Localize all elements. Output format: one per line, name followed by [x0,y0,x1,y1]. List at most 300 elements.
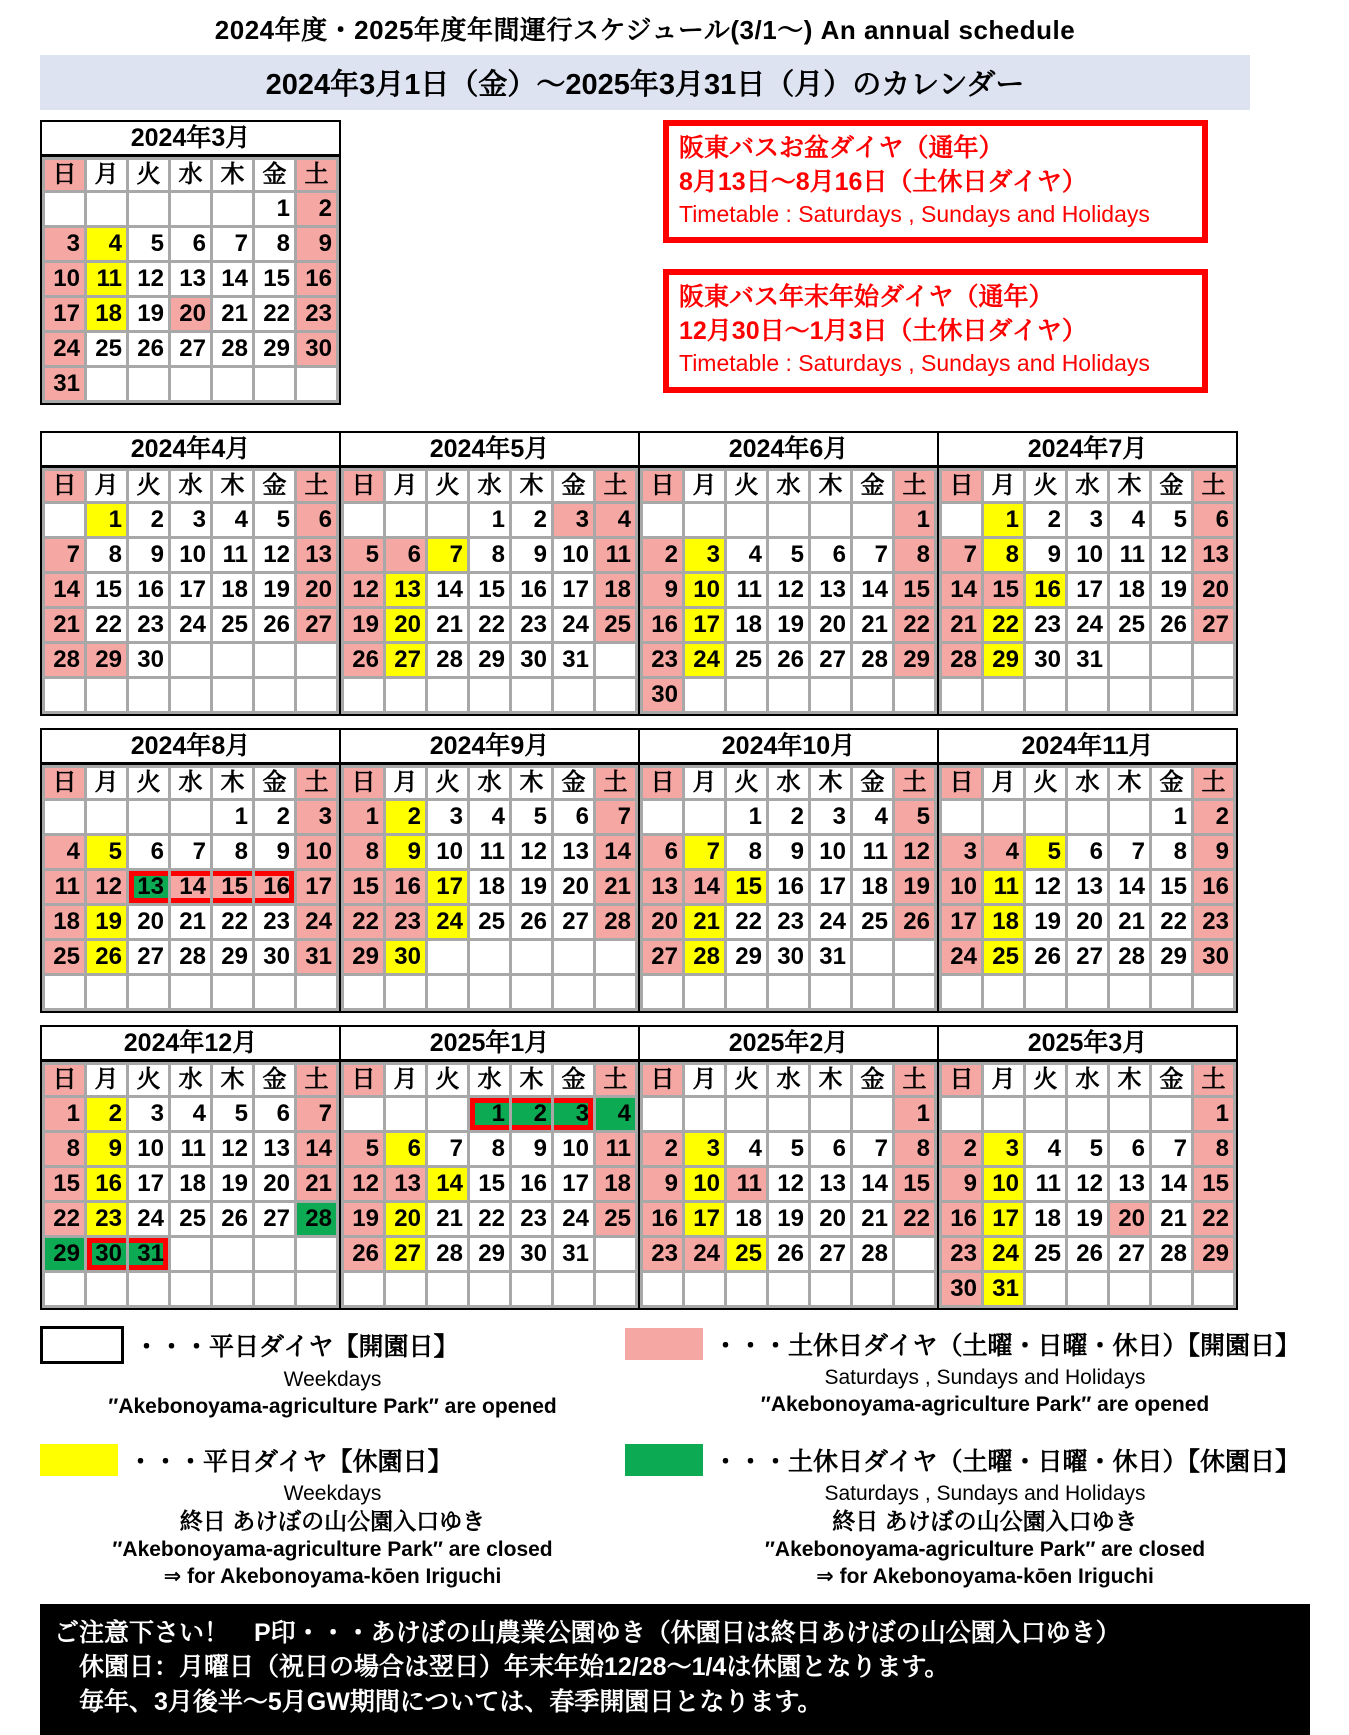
day-cell: 24 [554,609,593,641]
month-calendar [638,1025,939,1310]
day-cell: 8 [45,1133,84,1165]
empty-cell [344,679,383,711]
day-cell: 12 [1152,539,1191,571]
weekday-header: 月 [984,768,1023,798]
weekday-header: 日 [45,768,84,798]
day-cell: 17 [685,609,724,641]
day-cell: 10 [428,836,467,868]
empty-cell [727,504,766,536]
notice-title: 阪東バス年末年始ダイヤ（通年） [679,283,1054,312]
empty-cell [685,679,724,711]
weekday-header: 水 [171,160,210,190]
month-title: 2024年11月 [939,730,1236,765]
day-cell: 4 [984,836,1023,868]
day-cell: 6 [1068,836,1107,868]
day-cell: 8 [87,539,126,571]
day-cell: 3 [685,539,724,571]
weekday-header: 金 [255,1065,294,1095]
weekday-header: 月 [386,471,425,501]
day-cell: 22 [895,609,934,641]
weekday-header: 金 [1152,1065,1191,1095]
month-grid [939,1062,1236,1308]
footer-line: 休園日：月曜日（祝日の場合は翌日）年末年始12/28～1/4は休園となります。 [54,1653,950,1682]
month-calendar [40,431,341,716]
empty-cell [129,801,168,833]
weekday-header: 日 [643,768,682,798]
day-cell: 19 [87,906,126,938]
day-cell: 20 [386,1203,425,1235]
legend-line: Saturdays , Sundays and Holidays [824,1365,1146,1389]
empty-cell [596,679,635,711]
day-cell: 3 [297,801,336,833]
weekday-header: 水 [769,768,808,798]
day-cell: 26 [769,644,808,676]
weekday-header: 土 [895,471,934,501]
weekday-header: 日 [643,1065,682,1095]
legend-label-jp: ・・・土休日ダイヤ（土曜・日曜・休日）【開園日】 [713,1331,1301,1360]
weekday-header: 水 [171,1065,210,1095]
day-cell: 23 [297,298,336,330]
day-cell: 21 [596,871,635,903]
day-cell: 21 [685,906,724,938]
empty-cell [942,679,981,711]
day-cell: 4 [171,1098,210,1130]
day-cell: 18 [853,871,892,903]
weekday-header: 金 [255,160,294,190]
day-cell: 12 [769,574,808,606]
empty-cell [213,1238,252,1270]
day-cell: 5 [769,539,808,571]
day-cell: 24 [942,941,981,973]
empty-cell [344,504,383,536]
day-cell: 24 [297,906,336,938]
empty-cell [129,679,168,711]
empty-cell [554,941,593,973]
day-cell: 22 [213,906,252,938]
weekday-header: 日 [942,1065,981,1095]
day-cell: 16 [255,871,294,903]
day-cell: 30 [297,333,336,365]
day-cell: 25 [596,1203,635,1235]
day-cell: 29 [895,644,934,676]
weekday-header: 日 [942,768,981,798]
empty-cell [554,679,593,711]
empty-cell [853,679,892,711]
day-cell: 23 [1194,906,1233,938]
month-title: 2025年1月 [341,1027,638,1062]
day-cell: 17 [297,871,336,903]
day-cell: 4 [727,1133,766,1165]
empty-cell [171,193,210,225]
month-grid [42,765,339,1011]
day-cell: 14 [213,263,252,295]
empty-cell [895,976,934,1008]
empty-cell [984,1098,1023,1130]
day-cell: 8 [984,539,1023,571]
legend-lines [625,1480,1345,1590]
day-cell: 20 [1110,1203,1149,1235]
day-cell: 8 [895,539,934,571]
day-cell: 2 [643,1133,682,1165]
day-cell: 6 [297,504,336,536]
empty-cell [769,1273,808,1305]
day-cell: 24 [984,1238,1023,1270]
weekday-header: 土 [895,1065,934,1095]
day-cell: 14 [297,1133,336,1165]
day-cell: 6 [129,836,168,868]
day-cell: 1 [1194,1098,1233,1130]
day-cell: 9 [643,574,682,606]
month-title: 2025年3月 [939,1027,1236,1062]
day-cell: 19 [1068,1203,1107,1235]
day-cell: 15 [1194,1168,1233,1200]
empty-cell [87,679,126,711]
day-cell: 25 [213,609,252,641]
day-cell: 22 [87,609,126,641]
empty-cell [895,1238,934,1270]
month-calendar [339,431,640,716]
empty-cell [685,976,724,1008]
month-calendar [40,120,341,405]
empty-cell [45,679,84,711]
day-cell: 16 [297,263,336,295]
day-cell: 18 [171,1168,210,1200]
day-cell: 29 [45,1238,84,1270]
weekday-header: 月 [87,471,126,501]
weekday-header: 日 [45,471,84,501]
day-cell: 27 [386,644,425,676]
weekday-header: 水 [1068,471,1107,501]
day-cell: 14 [45,574,84,606]
month-grid [939,765,1236,1011]
empty-cell [685,1273,724,1305]
weekday-header: 土 [596,1065,635,1095]
day-cell: 5 [1026,836,1065,868]
day-cell: 4 [470,801,509,833]
weekday-header: 火 [1026,768,1065,798]
day-cell: 30 [942,1273,981,1305]
day-cell: 1 [470,504,509,536]
legend-label-jp: ・・・平日ダイヤ【休園日】 [128,1447,453,1476]
day-cell: 7 [428,539,467,571]
weekday-header: 月 [685,768,724,798]
empty-cell [297,644,336,676]
empty-cell [344,1098,383,1130]
day-cell: 11 [853,836,892,868]
day-cell: 9 [255,836,294,868]
empty-cell [1194,976,1233,1008]
weekday-header: 金 [1152,471,1191,501]
calendar-band-apr-jul-2024 [40,431,1349,716]
day-cell: 15 [984,574,1023,606]
day-cell: 12 [255,539,294,571]
day-cell: 25 [1026,1238,1065,1270]
empty-cell [171,644,210,676]
obon-timetable-notice [663,120,1208,243]
day-cell: 26 [255,609,294,641]
legend-lines [40,1480,625,1590]
day-cell: 18 [1026,1203,1065,1235]
day-cell: 24 [554,1203,593,1235]
day-cell: 12 [1026,871,1065,903]
day-cell: 25 [984,941,1023,973]
day-cell: 11 [596,1133,635,1165]
empty-cell [685,504,724,536]
month-title: 2024年9月 [341,730,638,765]
day-cell: 7 [942,539,981,571]
empty-cell [685,801,724,833]
weekday-header: 月 [87,1065,126,1095]
day-cell: 26 [87,941,126,973]
day-cell: 24 [45,333,84,365]
day-cell: 14 [1152,1168,1191,1200]
day-cell: 12 [769,1168,808,1200]
day-cell: 22 [45,1203,84,1235]
month-title: 2024年8月 [42,730,339,765]
day-cell: 21 [428,1203,467,1235]
day-cell: 15 [470,1168,509,1200]
weekday-header: 水 [470,768,509,798]
empty-cell [87,1273,126,1305]
day-cell: 14 [1110,871,1149,903]
weekday-header: 木 [811,768,850,798]
empty-cell [255,644,294,676]
day-cell: 5 [255,504,294,536]
day-cell: 30 [769,941,808,973]
day-cell: 11 [596,539,635,571]
day-cell: 16 [1194,871,1233,903]
day-cell: 31 [45,368,84,400]
legend-line: ⇒ for Akebonoyama-kōen Iriguchi [816,1564,1154,1588]
empty-cell [1110,644,1149,676]
month-title: 2024年10月 [640,730,937,765]
empty-cell [643,801,682,833]
empty-cell [213,644,252,676]
day-cell: 5 [512,801,551,833]
day-cell: 1 [344,801,383,833]
day-cell: 27 [171,333,210,365]
day-cell: 1 [1152,801,1191,833]
day-cell: 31 [554,1238,593,1270]
month-title: 2024年6月 [640,433,937,468]
top-row [40,110,1349,419]
empty-cell [171,679,210,711]
day-cell: 26 [1068,1238,1107,1270]
empty-cell [344,976,383,1008]
empty-cell [1152,976,1191,1008]
day-cell: 6 [255,1098,294,1130]
empty-cell [727,679,766,711]
day-cell: 23 [643,644,682,676]
empty-cell [554,1273,593,1305]
day-cell: 20 [171,298,210,330]
day-cell: 29 [727,941,766,973]
weekday-header: 日 [344,1065,383,1095]
day-cell: 9 [512,1133,551,1165]
weekday-header: 火 [727,1065,766,1095]
day-cell: 10 [685,1168,724,1200]
day-cell: 5 [769,1133,808,1165]
empty-cell [428,1098,467,1130]
empty-cell [171,1238,210,1270]
day-cell: 20 [811,609,850,641]
empty-cell [811,1273,850,1305]
notice-period: 12月30日～1月3日（土休日ダイヤ） [679,317,1087,346]
day-cell: 20 [554,871,593,903]
day-cell: 11 [171,1133,210,1165]
day-cell: 6 [1110,1133,1149,1165]
month-grid [640,765,937,1011]
day-cell: 15 [45,1168,84,1200]
day-cell: 26 [512,906,551,938]
weekday-header: 土 [297,471,336,501]
day-cell: 28 [1152,1238,1191,1270]
day-cell: 28 [171,941,210,973]
day-cell: 26 [129,333,168,365]
day-cell: 27 [554,906,593,938]
weekday-header: 水 [769,471,808,501]
day-cell: 25 [470,906,509,938]
day-cell: 6 [171,228,210,260]
day-cell: 29 [470,644,509,676]
weekday-header: 月 [87,768,126,798]
notice-english: Timetable : Saturdays , Sundays and Holidays [679,200,1150,227]
day-cell: 27 [643,941,682,973]
empty-cell [129,1273,168,1305]
empty-cell [984,679,1023,711]
empty-cell [129,193,168,225]
empty-cell [470,976,509,1008]
weekday-header: 水 [171,471,210,501]
empty-cell [1068,679,1107,711]
month-calendar [40,1025,341,1310]
day-cell: 24 [811,906,850,938]
empty-cell [853,504,892,536]
month-title: 2024年5月 [341,433,638,468]
day-cell: 25 [853,906,892,938]
weekday-header: 日 [643,471,682,501]
legend-item-y [40,1442,625,1590]
day-cell: 23 [643,1238,682,1270]
day-cell: 2 [1194,801,1233,833]
day-cell: 4 [727,539,766,571]
day-cell: 29 [213,941,252,973]
day-cell: 2 [769,801,808,833]
empty-cell [643,1098,682,1130]
weekday-header: 土 [1194,768,1233,798]
empty-cell [386,504,425,536]
weekday-header: 火 [727,768,766,798]
calendar-band-dec2024-mar2025 [40,1025,1349,1310]
empty-cell [213,1273,252,1305]
day-cell: 30 [512,1238,551,1270]
empty-cell [853,1273,892,1305]
day-cell: 29 [87,644,126,676]
day-cell: 18 [596,1168,635,1200]
month-calendar [937,728,1238,1013]
weekday-header: 木 [512,1065,551,1095]
day-cell: 13 [297,539,336,571]
legend-swatch-p [625,1328,703,1360]
day-cell: 23 [512,1203,551,1235]
day-cell: 16 [643,1203,682,1235]
day-cell: 5 [344,1133,383,1165]
day-cell: 26 [1026,941,1065,973]
legend-line: ″Akebonoyama-agriculture Park″ are closed [112,1537,553,1561]
day-cell: 7 [171,836,210,868]
month-grid [42,1062,339,1308]
empty-cell [213,368,252,400]
weekday-header: 金 [853,471,892,501]
day-cell: 18 [213,574,252,606]
day-cell: 31 [554,644,593,676]
day-cell: 26 [769,1238,808,1270]
weekday-header: 月 [386,768,425,798]
day-cell: 20 [255,1168,294,1200]
day-cell: 24 [1068,609,1107,641]
day-cell: 1 [895,504,934,536]
empty-cell [171,801,210,833]
day-cell: 16 [643,609,682,641]
day-cell: 6 [554,801,593,833]
day-cell: 31 [984,1273,1023,1305]
day-cell: 4 [853,801,892,833]
day-cell: 12 [344,1168,383,1200]
weekday-header: 金 [255,471,294,501]
day-cell: 11 [87,263,126,295]
day-cell: 5 [129,228,168,260]
day-cell: 2 [255,801,294,833]
month-title: 2024年3月 [42,122,339,157]
empty-cell [213,679,252,711]
day-cell: 7 [45,539,84,571]
empty-cell [984,801,1023,833]
day-cell: 25 [727,644,766,676]
day-cell: 8 [895,1133,934,1165]
legend-lines [40,1366,625,1420]
day-cell: 4 [1110,504,1149,536]
day-cell: 10 [297,836,336,868]
day-cell: 3 [685,1133,724,1165]
day-cell: 9 [129,539,168,571]
empty-cell [643,504,682,536]
weekday-header: 土 [1194,471,1233,501]
empty-cell [255,1273,294,1305]
empty-cell [512,941,551,973]
legend-swatch-y [40,1444,118,1476]
day-cell: 19 [895,871,934,903]
day-cell: 19 [213,1168,252,1200]
day-cell: 29 [470,1238,509,1270]
empty-cell [255,1238,294,1270]
weekday-header: 火 [129,1065,168,1095]
day-cell: 22 [1152,906,1191,938]
day-cell: 18 [727,1203,766,1235]
weekday-header: 火 [428,471,467,501]
empty-cell [895,1273,934,1305]
empty-cell [596,1273,635,1305]
notice-title: 阪東バスお盆ダイヤ（通年） [679,134,1004,162]
march-2024-calendar-slot [40,120,339,405]
empty-cell [769,679,808,711]
day-cell: 14 [685,871,724,903]
weekday-header: 日 [942,471,981,501]
day-cell: 9 [942,1168,981,1200]
empty-cell [1026,1273,1065,1305]
day-cell: 9 [512,539,551,571]
day-cell: 30 [129,644,168,676]
day-cell: 17 [554,574,593,606]
